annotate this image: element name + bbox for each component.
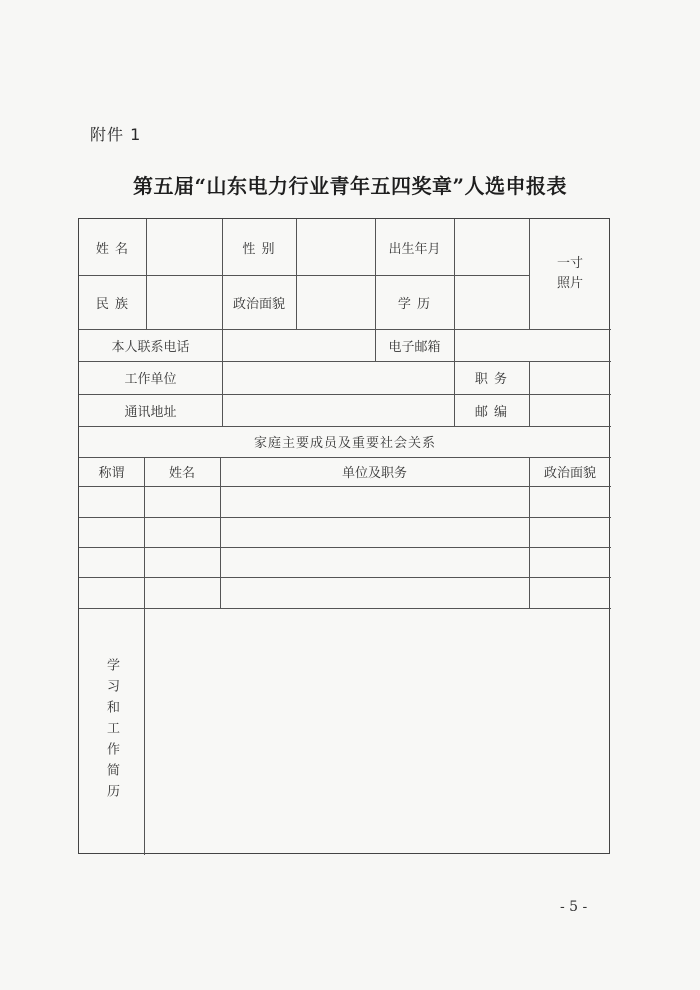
family-col-name: 姓名 — [168, 466, 195, 481]
employer-label: 工作单位 — [124, 372, 177, 387]
photo-box[interactable] — [529, 219, 611, 329]
family-col-political-status: 政治面貌 — [543, 466, 596, 481]
address-label: 通讯地址 — [124, 404, 177, 420]
resume-label: 学习和工作简历 — [104, 658, 119, 805]
postcode-field[interactable] — [529, 394, 611, 426]
education-label: 学 历 — [397, 296, 432, 312]
gender-field[interactable] — [296, 219, 375, 275]
photo-label-line1: 一寸 — [556, 256, 583, 271]
family-col-employer-position: 单位及职务 — [341, 466, 407, 481]
attachment-label: 附件 1 — [90, 125, 142, 144]
family-row[interactable] — [79, 517, 611, 547]
ethnicity-label: 民 族 — [95, 296, 130, 312]
resume-label-cell — [79, 608, 144, 855]
family-row[interactable] — [79, 547, 611, 577]
email-label: 电子邮箱 — [388, 339, 441, 355]
gender-label: 性 别 — [242, 241, 276, 257]
birth-date-field[interactable] — [454, 219, 529, 275]
phone-field[interactable] — [222, 329, 375, 361]
application-form-table — [78, 218, 610, 854]
resume-field[interactable] — [144, 608, 611, 855]
employer-field[interactable] — [222, 361, 454, 394]
education-field[interactable] — [454, 275, 529, 329]
family-section-header: 家庭主要成员及重要社会关系 — [253, 436, 436, 451]
family-row[interactable] — [79, 486, 611, 517]
family-col-relation: 称谓 — [98, 466, 125, 481]
position-label: 职 务 — [474, 372, 509, 387]
family-row[interactable] — [79, 577, 611, 608]
ethnicity-field[interactable] — [146, 275, 222, 329]
position-field[interactable] — [529, 361, 611, 394]
form-title: 第五届“山东电力行业青年五四奖章”人选申报表 — [132, 174, 567, 198]
name-field[interactable] — [146, 219, 222, 275]
postcode-label: 邮 编 — [474, 404, 509, 420]
political-status-label: 政治面貌 — [232, 296, 285, 312]
birth-date-label: 出生年月 — [388, 241, 441, 257]
email-field[interactable] — [454, 329, 611, 361]
page-number: - 5 - — [560, 899, 588, 915]
address-field[interactable] — [222, 394, 454, 426]
political-status-field[interactable] — [296, 275, 375, 329]
name-label: 姓 名 — [95, 241, 130, 257]
phone-label: 本人联系电话 — [111, 339, 190, 355]
photo-label-line2: 照片 — [556, 276, 583, 291]
